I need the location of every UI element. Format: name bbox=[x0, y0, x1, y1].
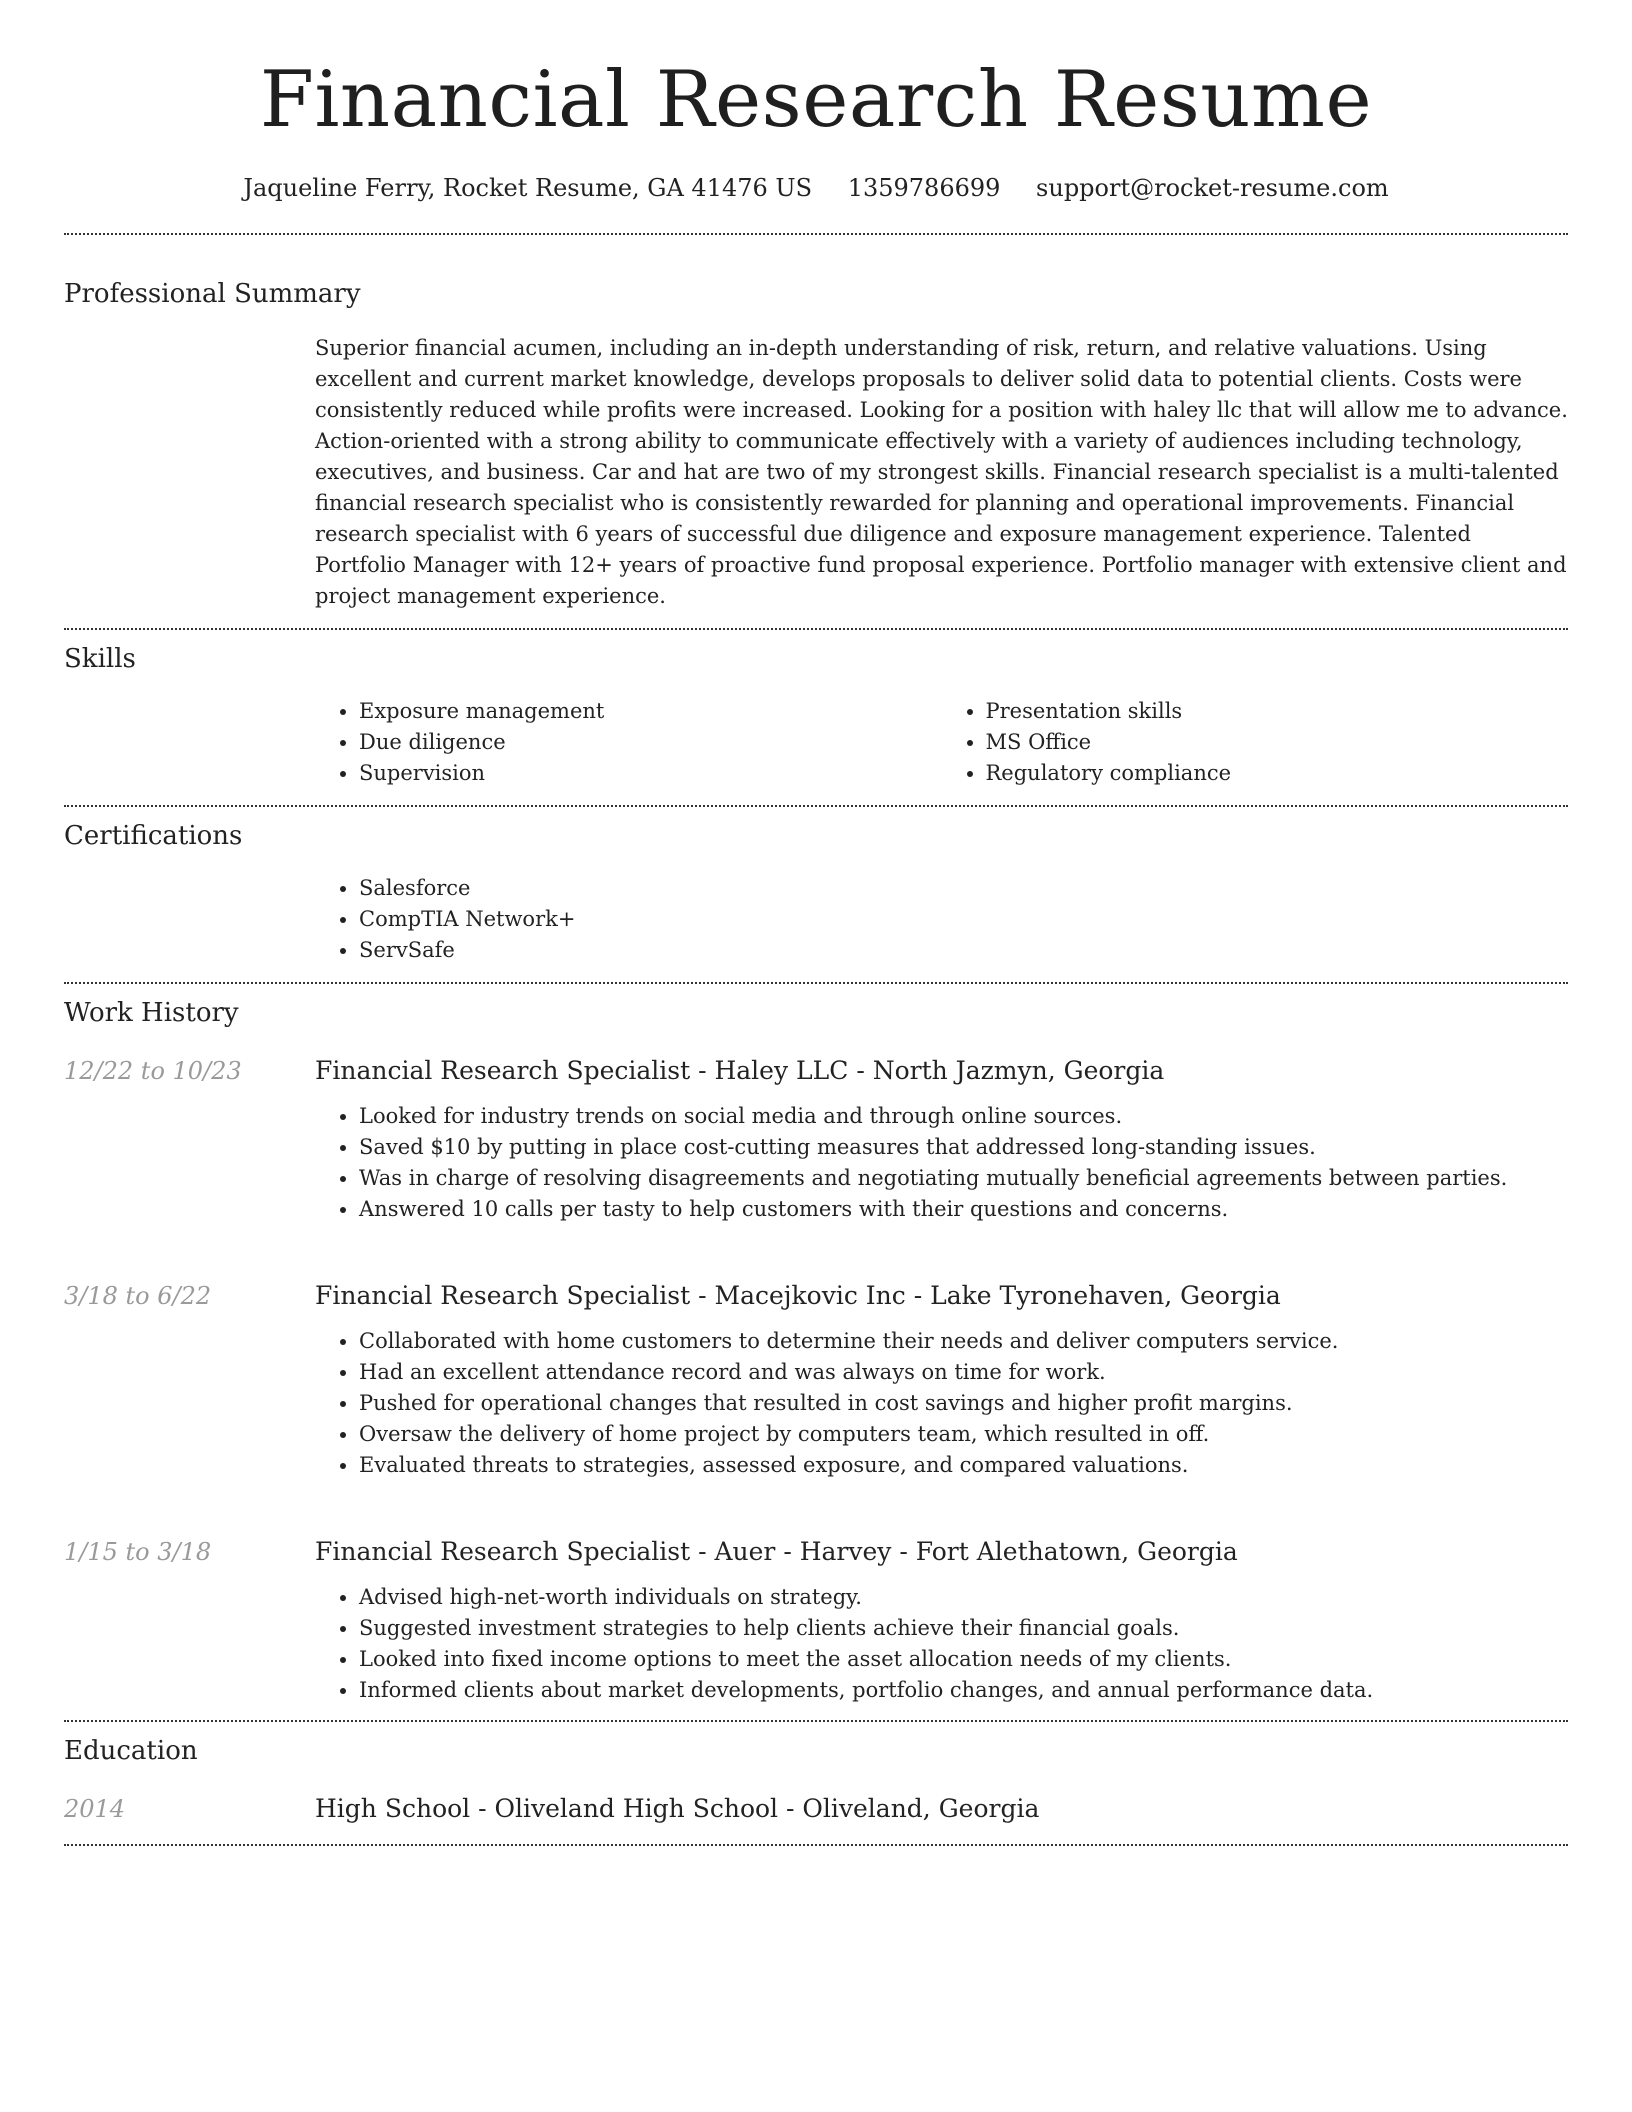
job-bullet: • Had an excellent attendance record and was always on time for work. bbox=[359, 1357, 1568, 1388]
job-heading: Financial Research Specialist - Macejkovic Inc - Lake Tyronehaven, Georgia bbox=[315, 1281, 1281, 1310]
summary-heading: Professional Summary bbox=[64, 279, 361, 309]
job-bullet: • Oversaw the delivery of home project by computers team, which resulted in off. bbox=[359, 1419, 1568, 1450]
section-divider bbox=[64, 233, 1568, 235]
job-bullet: • Informed clients about market developments, portfolio changes, and annual performance data. bbox=[359, 1675, 1568, 1706]
job-bullet: • Suggested investment strategies to help clients achieve their financial goals. bbox=[359, 1613, 1568, 1644]
skill-item: • Due diligence bbox=[359, 727, 942, 758]
skills-section bbox=[64, 642, 1568, 805]
resume-title: Financial Research Resume bbox=[259, 55, 1373, 145]
section-divider bbox=[64, 1720, 1568, 1722]
certifications-heading: Certifications bbox=[64, 821, 243, 851]
contact-phone: 1359786699 bbox=[847, 174, 1001, 202]
certification-item: • CompTIA Network+ bbox=[359, 904, 1568, 935]
skills-list-left bbox=[315, 696, 942, 789]
job-dates: 12/22 to 10/23 bbox=[64, 1057, 242, 1085]
job-bullet: • Was in charge of resolving disagreements and negotiating mutually beneficial agreements between parties. bbox=[359, 1163, 1568, 1194]
job-heading: Financial Research Specialist - Haley LLC - North Jazmyn, Georgia bbox=[315, 1056, 1165, 1085]
certifications-section bbox=[64, 819, 1568, 982]
job-bullet: • Looked for industry trends on social media and through online sources. bbox=[359, 1101, 1568, 1132]
skills-heading: Skills bbox=[64, 644, 136, 674]
contact-line bbox=[64, 172, 1568, 204]
job-dates: 1/15 to 3/18 bbox=[64, 1538, 212, 1566]
job-bullet: • Collaborated with home customers to determine their needs and deliver computers service. bbox=[359, 1326, 1568, 1357]
job-dates: 3/18 to 6/22 bbox=[64, 1282, 212, 1310]
section-divider bbox=[64, 805, 1568, 807]
skill-item: • Regulatory compliance bbox=[986, 758, 1569, 789]
job-bullets bbox=[315, 1101, 1568, 1225]
education-year: 2014 bbox=[64, 1795, 126, 1823]
job-bullet: • Advised high-net-worth individuals on strategy. bbox=[359, 1582, 1568, 1613]
certification-item: • ServSafe bbox=[359, 935, 1568, 966]
job-entry bbox=[64, 1030, 1568, 1225]
education-heading-line: High School - Oliveland High School - Oliveland, Georgia bbox=[315, 1794, 1040, 1823]
skill-item: • Supervision bbox=[359, 758, 942, 789]
education-section bbox=[64, 1734, 1568, 1844]
section-divider bbox=[64, 1844, 1568, 1846]
work-history-section bbox=[64, 996, 1568, 1720]
certification-item: • Salesforce bbox=[359, 873, 1568, 904]
skill-item: • Exposure management bbox=[359, 696, 942, 727]
section-divider bbox=[64, 982, 1568, 984]
job-bullet: • Saved $10 by putting in place cost-cutting measures that addressed long-standing issues. bbox=[359, 1132, 1568, 1163]
job-bullets bbox=[315, 1582, 1568, 1706]
education-entry bbox=[64, 1768, 1568, 1844]
certifications-list bbox=[315, 873, 1568, 966]
section-divider bbox=[64, 628, 1568, 630]
job-bullet: • Pushed for operational changes that resulted in cost savings and higher profit margins. bbox=[359, 1388, 1568, 1419]
skill-item: • Presentation skills bbox=[986, 696, 1569, 727]
job-bullets bbox=[315, 1326, 1568, 1481]
job-bullet: • Evaluated threats to strategies, assessed exposure, and compared valuations. bbox=[359, 1450, 1568, 1481]
summary-text: Superior financial acumen, including an in-depth understanding of risk, return, and relative valuations. Using excellent and current market knowledge, develops proposals to deliver solid data to potential clients. Costs were consistently reduced while profits were increased. Looking for a position with haley llc that will allow me to advance. Action-oriented with a strong ability to communicate effectively with a variety of audiences including technology, executives, and business. Car and hat are two of my strongest skills. Financial research specialist is a multi-talented financial research specialist who is consistently rewarded for planning and operational improvements. Financial research specialist with 6 years of successful due diligence and exposure management experience. Talented Portfolio Manager with 12+ years of proactive fund proposal experience. Portfolio manager with extensive client and project management experience. bbox=[315, 336, 1568, 608]
work-history-heading: Work History bbox=[64, 998, 239, 1028]
skills-grid bbox=[315, 676, 1568, 805]
skills-list-right bbox=[942, 696, 1569, 789]
job-bullet: • Looked into fixed income options to meet the asset allocation needs of my clients. bbox=[359, 1644, 1568, 1675]
summary-section bbox=[64, 277, 1568, 628]
job-entry bbox=[64, 1511, 1568, 1706]
contact-email: support@rocket-resume.com bbox=[1036, 174, 1389, 202]
education-heading: Education bbox=[64, 1736, 198, 1766]
job-entry bbox=[64, 1255, 1568, 1481]
skill-item: • MS Office bbox=[986, 727, 1569, 758]
contact-address: Jaqueline Ferry, Rocket Resume, GA 41476 US bbox=[243, 174, 813, 202]
job-heading: Financial Research Specialist - Auer - Harvey - Fort Alethatown, Georgia bbox=[315, 1537, 1238, 1566]
job-bullet: • Answered 10 calls per tasty to help customers with their questions and concerns. bbox=[359, 1194, 1568, 1225]
